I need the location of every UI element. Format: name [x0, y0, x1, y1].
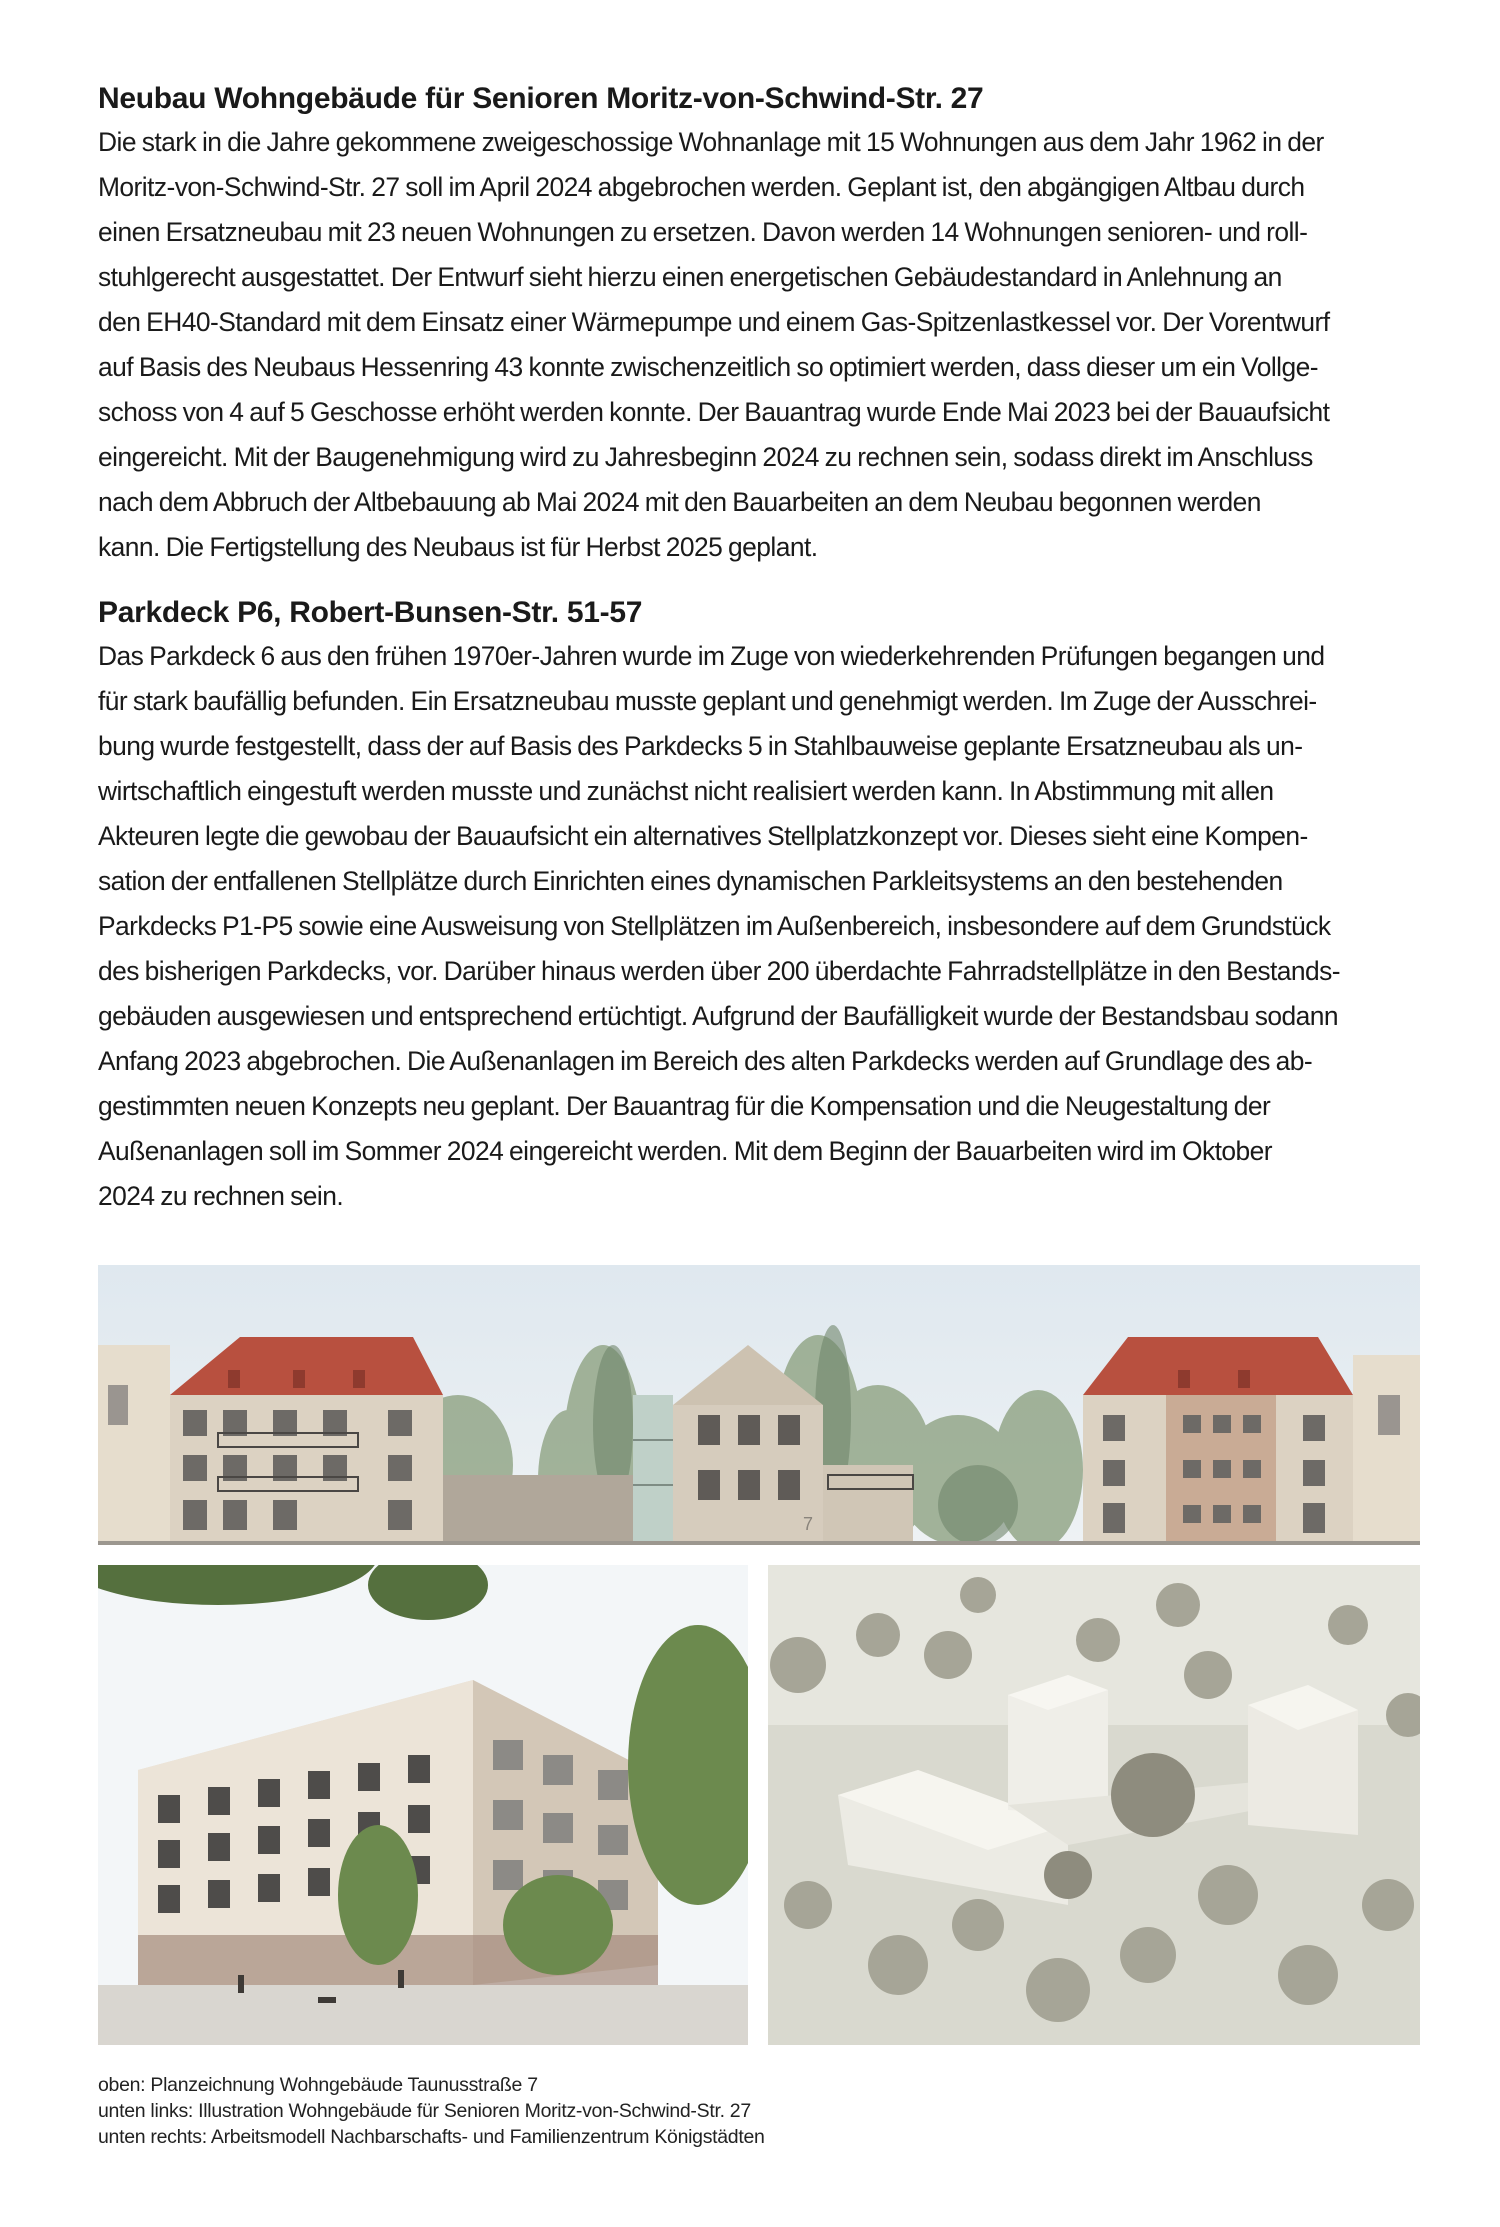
- body-line: sation der entfallenen Stellplätze durch Einrichten eines dynamischen Parkleitsystems an den bestehenden: [98, 866, 1283, 896]
- figure-captions: [98, 2072, 1418, 2150]
- section-parking-deck: [98, 592, 1418, 1219]
- section-senior-housing: [98, 78, 1418, 570]
- body-line: Die stark in die Jahre gekommene zweigeschossige Wohnanlage mit 15 Wohnungen aus dem Jahr 1962 in der: [98, 127, 1324, 157]
- body-line: gebäuden ausgewiesen und entsprechend ertüchtigt. Aufgrund der Baufälligkeit wurde der Bestandsbau sodann: [98, 1001, 1338, 1031]
- body-line: Das Parkdeck 6 aus den frühen 1970er-Jahren wurde im Zuge von wiederkehrenden Prüfungen begangen und: [98, 641, 1325, 671]
- working-model-photo-image: [768, 1565, 1420, 2045]
- body-line: auf Basis des Neubaus Hessenring 43 konnte zwischenzeitlich so optimiert werden, dass dieser um ein Vollge-: [98, 352, 1318, 382]
- house-number-label: 7: [803, 1514, 814, 1534]
- body-line: wirtschaftlich eingestuft werden musste und zunächst nicht realisiert werden kann. In Abstimmung mit allen: [98, 776, 1274, 806]
- body-line: 2024 zu rechnen sein.: [98, 1181, 344, 1211]
- caption-bottom-left: unten links: Illustration Wohngebäude für Senioren Moritz-von-Schwind-Str. 27: [98, 2100, 751, 2122]
- body-line: für stark baufällig befunden. Ein Ersatzneubau musste geplant und genehmigt werden. Im Zuge der Ausschrei-: [98, 686, 1317, 716]
- body-line: des bisherigen Parkdecks, vor. Darüber hinaus werden über 200 überdachte Fahrradstellplätze in den Bestands-: [98, 956, 1341, 986]
- body-line: bung wurde festgestellt, dass der auf Basis des Parkdecks 5 in Stahlbauweise geplante Ersatzneubau als un-: [98, 731, 1303, 761]
- body-line: Moritz-von-Schwind-Str. 27 soll im April 2024 abgebrochen werden. Geplant ist, den abgängigen Altbau durch: [98, 172, 1305, 202]
- caption-top: oben: Planzeichnung Wohngebäude Taunusstraße 7: [98, 2074, 538, 2096]
- section-heading: Neubau Wohngebäude für Senioren Moritz-von-Schwind-Str. 27: [98, 82, 984, 115]
- body-line: Anfang 2023 abgebrochen. Die Außenanlagen im Bereich des alten Parkdecks werden auf Grundlage des ab-: [98, 1046, 1313, 1076]
- body-line: nach dem Abbruch der Altbebauung ab Mai 2024 mit den Bauarbeiten an dem Neubau begonnen werden: [98, 487, 1261, 517]
- elevation-drawing-image: [98, 1265, 1420, 1545]
- body-line: kann. Die Fertigstellung des Neubaus ist für Herbst 2025 geplant.: [98, 532, 818, 562]
- body-line: Akteuren legte die gewobau der Bauaufsicht ein alternatives Stellplatzkonzept vor. Dieses sieht eine Kompen-: [98, 821, 1308, 851]
- caption-bottom-right: unten rechts: Arbeitsmodell Nachbarschafts- und Familienzentrum Königstädten: [98, 2126, 765, 2148]
- body-line: Außenanlagen soll im Sommer 2024 eingereicht werden. Mit dem Beginn der Bauarbeiten wird im Oktober: [98, 1136, 1273, 1166]
- section-body: [98, 634, 1418, 1219]
- section-heading: Parkdeck P6, Robert-Bunsen-Str. 51-57: [98, 596, 643, 629]
- body-line: einen Ersatzneubau mit 23 neuen Wohnungen zu ersetzen. Davon werden 14 Wohnungen senioren- und roll-: [98, 217, 1308, 247]
- senior-housing-illustration-image: [98, 1565, 748, 2045]
- body-line: eingereicht. Mit der Baugenehmigung wird zu Jahresbeginn 2024 zu rechnen sein, sodass direkt im Anschluss: [98, 442, 1313, 472]
- body-line: stuhlgerecht ausgestattet. Der Entwurf sieht hierzu einen energetischen Gebäudestandard in Anlehnung an: [98, 262, 1282, 292]
- section-body: [98, 120, 1418, 570]
- body-line: Parkdecks P1-P5 sowie eine Ausweisung von Stellplätzen im Außenbereich, insbesondere auf dem Grundstück: [98, 911, 1331, 941]
- body-line: den EH40-Standard mit dem Einsatz einer Wärmepumpe und einem Gas-Spitzenlastkessel vor. Der Vorentwurf: [98, 307, 1330, 337]
- body-line: gestimmten neuen Konzepts neu geplant. Der Bauantrag für die Kompensation und die Neugestaltung der: [98, 1091, 1271, 1121]
- body-line: schoss von 4 auf 5 Geschosse erhöht werden konnte. Der Bauantrag wurde Ende Mai 2023 bei der Bauaufsicht: [98, 397, 1330, 427]
